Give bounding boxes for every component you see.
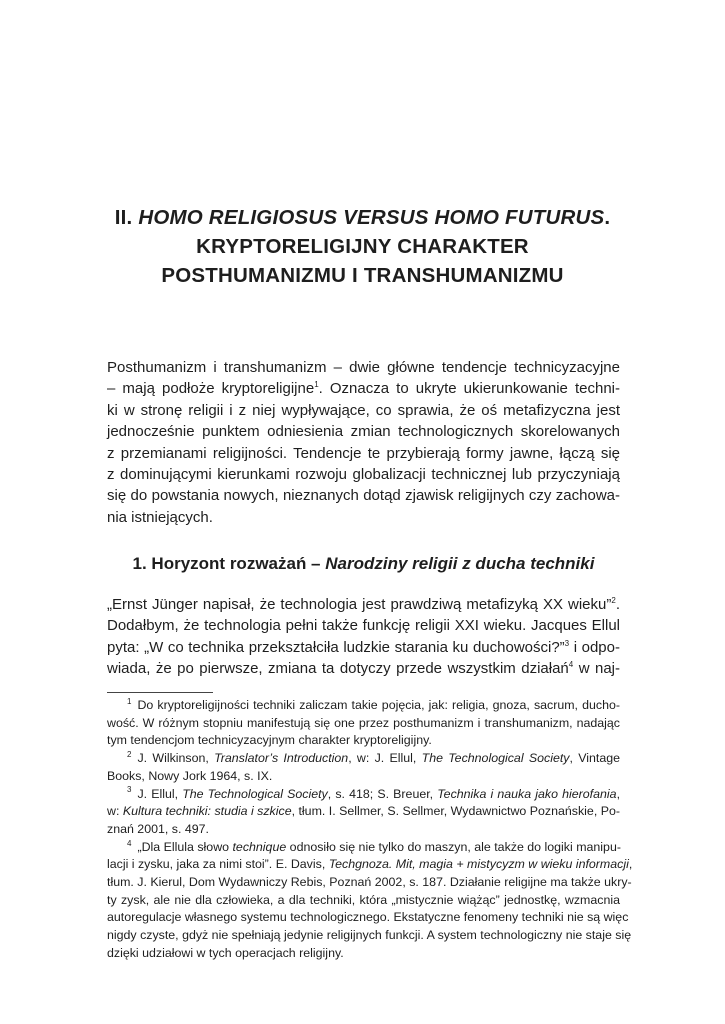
footnote-line [107, 856, 633, 874]
footnote-ref-2[interactable]: 2 [611, 596, 616, 605]
footnote-line: tym tendencjom technicyzacyjnym charakter kryptoreligijny. [107, 733, 432, 748]
text-line: się do powstania nowych, nieznanych dotąd zjawisk religijnych czy zachowa- [107, 487, 620, 505]
text-line: Posthumanizm i transhumanizm – dwie główne tendencje technicyzacyjne [107, 359, 620, 376]
footnote-text: „Dla Ellula słowo [137, 839, 233, 854]
text-line [107, 594, 620, 615]
footnote-2 [107, 750, 620, 768]
footnote-text: Do kryptoreligijności techniki zaliczam takie pojęcia, jak: religia, gnoza, sacrum, ducho- [137, 698, 620, 712]
footnote-title: The Technological Society [182, 786, 328, 801]
footnote-ref-4[interactable]: 4 [568, 660, 574, 670]
text-line: z dominującymi kierunkami rozwoju globalizacji technicznej lub przyczyniają [107, 466, 620, 484]
footnote-line: Books, Nowy Jork 1964, s. IX. [107, 768, 273, 783]
footnote-text: , [628, 857, 633, 872]
footnote-mark: 4 [127, 838, 132, 848]
footnote-3 [107, 786, 620, 804]
footnote-text: , [616, 786, 621, 801]
text-line [107, 637, 620, 658]
footnote-ref-3[interactable]: 3 [564, 638, 570, 648]
text-line: jednocześnie punktem odniesienia zmian technologicznych skorelowanych [107, 423, 620, 441]
footnote-title: The Technological Society [421, 751, 570, 766]
chapter-title [100, 203, 625, 290]
footnote-title: Translator’s Introduction [214, 751, 349, 766]
section-heading-italic: Narodziny religii z ducha techniki [325, 554, 595, 573]
footnote-mark: 3 [127, 785, 132, 795]
text-fragment: . [615, 596, 620, 613]
footnote-line: nigdy czyste, gdyż nie spełniają jedynie religijnych funkcji. A system technologiczny nie staje się [107, 928, 632, 943]
section-heading-plain: 1. Horyzont rozważań – [132, 554, 326, 573]
section-heading [107, 552, 620, 576]
footnote-text: , tłum. I. Sellmer, S. Sellmer, Wydawnictwo Poznańskie, Po- [291, 804, 620, 819]
body-paragraph [107, 594, 620, 680]
footnote-text: , w: J. Ellul, [348, 751, 422, 766]
footnote-title: Techgnoza. Mit, magia + mistycyzm w wieku informacji [328, 857, 629, 872]
footnote-text: , s. 418; S. Breuer, [327, 786, 438, 801]
footnote-text: odnosiło się nie tylko do maszyn, ale także do logiki manipu- [286, 839, 621, 854]
footnote-line: dzięki udziałowi w tych operacjach religijny. [107, 945, 344, 960]
footnote-text: J. Wilkinson, [137, 751, 215, 766]
text-fragment: pyta: „W co technika przekształciła ludzkie starania ku duchowości?” [107, 638, 565, 656]
text-fragment: . Oznacza to ukryte ukierunkowanie techni- [318, 380, 621, 398]
footnote-title: technique [232, 839, 287, 854]
text-fragment: „Ernst Jünger napisał, że technologia jest prawdziwą metafizyką XX wieku” [107, 596, 612, 613]
intro-paragraph [107, 357, 620, 528]
text-line [107, 378, 620, 399]
text-line: nia istniejących. [107, 508, 213, 526]
chapter-number: II. [114, 206, 139, 229]
footnote-line [107, 803, 620, 821]
text-line: ki w stronę religii i z niej wypływające, co sprawia, że oś metafizyczna jest [107, 401, 620, 419]
chapter-title-line-2: KRYPTORELIGIJNY CHARAKTER [196, 235, 529, 258]
footnote-divider [107, 692, 213, 693]
footnote-title: Kultura techniki: studia i szkice [122, 804, 292, 819]
footnotes [107, 696, 633, 963]
footnote-text: , Vintage [569, 751, 621, 766]
footnote-line: ty zysk, ale nie dla człowieka, a dla techniki, która „mistycznie wiążąc” jednostkę, wzmacnia [107, 892, 620, 907]
footnote-1 [107, 697, 620, 715]
footnote-line: wość. W różnym stopniu manifestują się one przez posthumanizm i transhumanizm, nadając [107, 715, 620, 730]
footnote-line: tłum. J. Kierul, Dom Wydawniczy Rebis, Poznań 2002, s. 187. Działanie religijne ma także ukry- [107, 875, 632, 890]
footnote-4 [107, 839, 620, 857]
footnote-text: w: [107, 804, 123, 819]
text-fragment: wiada, że po pierwsze, zmiana ta dotyczy przede wszystkim działań [107, 660, 569, 678]
text-fragment: – mają podłoże kryptoreligijne [107, 380, 315, 398]
footnote-mark: 2 [127, 749, 132, 759]
chapter-title-line-1 [100, 203, 625, 232]
footnote-text: J. Ellul, [137, 786, 183, 801]
footnote-line: znań 2001, s. 497. [107, 821, 209, 836]
footnote-ref-1[interactable]: 1 [314, 380, 319, 390]
footnote-text: lacji i zysku, jaka za nimi stoi”. E. Davis, [107, 857, 329, 872]
chapter-title-italic: HOMO RELIGIOSUS VERSUS HOMO FUTURUS [138, 206, 605, 229]
text-line [107, 658, 620, 679]
text-fragment: i odpo- [569, 638, 620, 656]
footnote-mark: 1 [127, 696, 132, 706]
chapter-title-period: . [604, 206, 611, 229]
text-fragment: w naj- [573, 660, 620, 678]
footnote-title: Technika i nauka jako hierofania [437, 786, 617, 801]
text-line: Dodałbym, że technologia pełni także funkcję religii XXI wieku. Jacques Ellul [107, 617, 620, 635]
footnote-line: autoregulacje własnego systemu technologicznego. Ekstatyczne fenomeny techniki nie są więc [107, 910, 629, 925]
chapter-title-line-3: POSTHUMANIZMU I TRANSHUMANIZMU [161, 264, 564, 287]
text-line: z przemianami religijności. Tendencje te przybierają formy jawne, łączą się [107, 444, 620, 462]
